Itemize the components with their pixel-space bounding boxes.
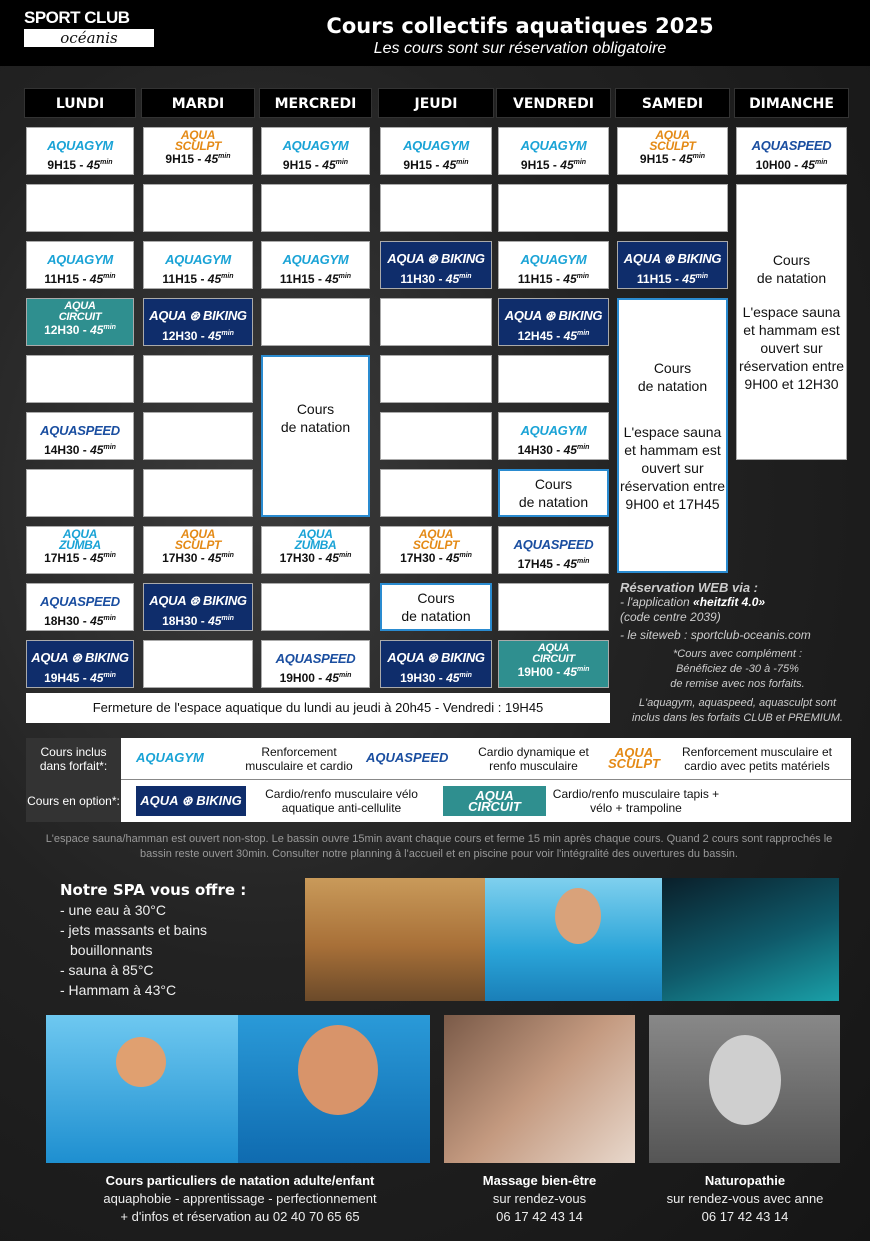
class-aqua-zumba-slot (261, 526, 370, 574)
sauna-photo (305, 878, 485, 1001)
class-logo: AQUA ⊛ BIKING (149, 308, 247, 323)
class-time: $17H45 - 45^{min}$ (517, 557, 590, 571)
reservation-app-pre: - l'application (620, 595, 690, 609)
legend-aquacircuit-text: Cardio/renfo musculaire tapis + vélo + trampoline (552, 787, 720, 815)
class-aquagym-slot (380, 127, 492, 175)
lessons-line-2: + d'infos et réservation au 02 40 70 65 65 (120, 1209, 360, 1224)
day-header-3: JEUDI (378, 88, 494, 118)
massage-title: Massage bien-être (482, 1173, 597, 1188)
empty-slot (380, 412, 492, 460)
day-header-6: DIMANCHE (734, 88, 849, 118)
class-time: $12H30 - 45^{min}$ (162, 329, 234, 343)
included-2: inclus dans les forfaits CLUB et PREMIUM. (632, 712, 843, 724)
lessons-caption (40, 1172, 440, 1226)
class-aquagym-slot (261, 241, 370, 289)
class-logo: AQUAGYM (47, 137, 113, 153)
class-logo: AQUA SCULPT (174, 527, 222, 552)
legend-aquasculpt-text: Renforcement musculaire et cardio avec petits matériels (681, 745, 833, 773)
logo-top: SPORT CLUB (24, 8, 130, 27)
lessons-title: Cours particuliers de natation adulte/enfant (105, 1173, 375, 1188)
class-aqua-sculpt-slot (143, 127, 253, 175)
class-logo: AQUASPEED (275, 650, 356, 666)
spa-item-5: - Hammam à 43°C (60, 982, 177, 998)
class-time: $11H15 - 45^{min}$ (162, 272, 234, 286)
class-logo: AQUA SCULPT (649, 128, 696, 153)
class-time: $11H15 - 45^{min}$ (279, 272, 352, 286)
saturday-sauna-note: L'espace sauna et hammam est ouvert sur réservation entre 9H00 et 17H45 (619, 423, 726, 512)
class-time: $11H15 - 45^{min}$ (636, 272, 709, 286)
class-aqua-biking-slot (380, 241, 492, 289)
empty-slot (498, 583, 609, 631)
class-logo: AQUAGYM (520, 137, 587, 153)
class-logo: AQUAGYM (282, 137, 349, 153)
day-header-5: SAMEDI (615, 88, 730, 118)
empty-slot (26, 469, 134, 517)
page-subtitle: Les cours sont sur réservation obligatoire (373, 40, 667, 57)
class-aquagym-slot (143, 241, 253, 289)
class-logo: AQUASPEED (40, 422, 120, 438)
day-header-2: MERCREDI (259, 88, 372, 118)
legend-aquagym-text: Renforcement musculaire et cardio (245, 745, 353, 773)
natation-text: Cours de natation (401, 590, 471, 624)
class-time: $17H15 - 45^{min}$ (44, 551, 116, 565)
logo (24, 8, 156, 47)
class-logo: AQUAGYM (520, 422, 587, 438)
class-logo: AQUA ZUMBA (294, 527, 337, 552)
empty-slot (261, 298, 370, 346)
sunday-sauna-note: L'espace sauna et hammam est ouvert sur réservation entre 9H00 et 12H30 (738, 304, 845, 392)
woman-face-shape (555, 888, 601, 944)
class-aquagym-slot (498, 412, 609, 460)
class-time: $9H15 - 45^{min}$ (165, 152, 231, 166)
naturo-line-1: sur rendez-vous avec anne (666, 1191, 824, 1206)
massage-photo (444, 1015, 635, 1163)
class-logo: AQUAGYM (520, 251, 587, 267)
pool-photo (662, 878, 839, 1001)
natation-text: Cours de natation (518, 476, 589, 510)
naturopathy-photo (649, 1015, 840, 1163)
class-logo: AQUA ⊛ BIKING (623, 251, 722, 266)
empty-slot (498, 184, 609, 232)
day-header-1: MARDI (141, 88, 255, 118)
class-aqua-biking-slot (380, 640, 492, 688)
empty-slot (498, 355, 609, 403)
class-aquagym-slot (498, 241, 609, 289)
empty-slot (380, 184, 492, 232)
class-aqua-biking-slot (26, 640, 134, 688)
class-time: $14H30 - 45^{min}$ (44, 443, 116, 457)
class-aquagym-slot (26, 241, 134, 289)
class-time: $11H15 - 45^{min}$ (517, 272, 590, 286)
class-logo: AQUA SCULPT (174, 128, 222, 153)
empty-slot (143, 469, 253, 517)
massage-line-1: sur rendez-vous (492, 1191, 587, 1206)
class-logo: AQUA ⊛ BIKING (387, 650, 485, 665)
legend (26, 738, 851, 822)
empty-slot (143, 412, 253, 460)
empty-slot (26, 184, 134, 232)
class-time: $17H30 - 45^{min}$ (400, 551, 472, 565)
empty-slot (261, 184, 370, 232)
legend-aquacircuit-logo: AQUA CIRCUIT (443, 786, 546, 816)
class-time: $9H15 - 45^{min}$ (282, 158, 349, 172)
day-header-4: VENDREDI (496, 88, 611, 118)
class-logo: AQUA SCULPT (412, 527, 460, 552)
naturo-phone: 06 17 42 43 14 (701, 1209, 789, 1224)
class-aquagym-slot (261, 127, 370, 175)
child-face-shape (116, 1037, 166, 1087)
empty-slot (143, 640, 253, 688)
page-title: Cours collectifs aquatiques 2025 (326, 14, 714, 38)
reservation-code: (code centre 2039) (620, 610, 721, 624)
class-aquaspeed-slot (736, 127, 847, 175)
class-logo: AQUA ⊛ BIKING (31, 650, 129, 665)
class-aquaspeed-slot (26, 412, 134, 460)
adult-swimming-photo (238, 1015, 430, 1163)
included-1: L'aquagym, aquaspeed, aquasculpt sont (638, 697, 837, 709)
class-time: $17H30 - 45^{min}$ (162, 551, 234, 565)
class-logo: AQUAGYM (165, 251, 231, 267)
class-logo: AQUA ⊛ BIKING (149, 593, 247, 608)
class-time: $12H45 - 45^{min}$ (517, 329, 590, 343)
class-logo: AQUAGYM (403, 137, 469, 153)
reservation-site: - le siteweb : sportclub-oceanis.com (620, 628, 811, 642)
natation-slot (380, 583, 492, 631)
reservation-title: Réservation WEB via : (620, 580, 758, 595)
class-time: $11H30 - 45^{min}$ (400, 272, 472, 286)
pool-note: L'espace sauna/hamman est ouvert non-stop. Le bassin ouvre 15min avant chaque cours et ferme 15 min après chaque cours. Quand 2 cours sont rapprochés le bassin reste ouvert 30min. Consulter notre planning à l'accueil et en piscine pour voir l'intégralité des ouvertures du bassin. (45, 833, 833, 860)
class-logo: AQUAGYM (47, 251, 113, 267)
empty-slot (380, 355, 492, 403)
class-logo: AQUA ⊛ BIKING (387, 251, 485, 266)
class-aqua-sculpt-slot (380, 526, 492, 574)
legend-option-row (26, 780, 851, 822)
child-swimming-photo (46, 1015, 238, 1163)
empty-slot (261, 583, 370, 631)
legend-included-row (26, 738, 851, 780)
class-time: $14H30 - 45^{min}$ (517, 443, 590, 457)
class-time: $19H45 - 45^{min}$ (44, 671, 116, 685)
woman-portrait-shape (709, 1035, 781, 1125)
class-logo: AQUA ZUMBA (59, 527, 101, 552)
natation-slot (261, 355, 370, 517)
class-logo: AQUAGYM (282, 251, 349, 267)
class-time: $9H15 - 45^{min}$ (520, 158, 587, 172)
empty-slot (380, 469, 492, 517)
spa-item-4: - sauna à 85°C (60, 962, 154, 978)
legend-included-caption: Cours inclus dans forfait*: (26, 738, 121, 780)
class-time: $12H30 - 45^{min}$ (44, 323, 116, 337)
spa-title: Notre SPA vous offre : (60, 881, 247, 899)
class-logo: AQUASPEED (40, 593, 120, 609)
class-time: $9H15 - 45^{min}$ (47, 158, 113, 172)
man-face-shape (298, 1025, 378, 1115)
class-aqua-sculpt-slot (143, 526, 253, 574)
empty-slot (617, 184, 728, 232)
class-logo: AQUA ⊛ BIKING (504, 308, 603, 323)
class-aqua-zumba-slot (26, 526, 134, 574)
saturday-natation: Cours de natation (637, 359, 708, 394)
promo-1: *Cours avec complément : (673, 648, 802, 660)
class-time: $11H15 - 45^{min}$ (44, 272, 116, 286)
promo-3: de remise avec nos forfaits. (670, 678, 805, 690)
class-logo: AQUASPEED (751, 137, 832, 153)
class-aquagym-slot (498, 127, 609, 175)
massage-caption (444, 1172, 635, 1226)
class-aqua-circuit-slot (498, 640, 609, 688)
legend-aquaspeed-text: Cardio dynamique et renfo musculaire (478, 745, 589, 773)
spa-item-3: bouillonnants (70, 942, 153, 958)
sunday-info (736, 184, 847, 460)
class-time: $19H30 - 45^{min}$ (400, 671, 472, 685)
natation-slot (498, 469, 609, 517)
sunday-natation: Cours de natation (756, 252, 827, 286)
closing-hours: Fermeture de l'espace aquatique du lundi au jeudi à 20h45 - Vendredi : 19H45 (26, 693, 610, 723)
naturo-title: Naturopathie (704, 1173, 786, 1188)
legend-aquagym-logo: AQUAGYM (136, 750, 204, 765)
class-time: $19H00 - 45^{min}$ (517, 665, 590, 679)
class-time: $19H00 - 45^{min}$ (279, 671, 352, 685)
legend-aquabiking-text: Cardio/renfo musculaire vélo aquatique anti-cellulite (265, 787, 418, 815)
legend-aquabiking-logo: AQUA ⊛ BIKING (136, 786, 246, 816)
class-aqua-sculpt-slot (617, 127, 728, 175)
jacuzzi-photo (485, 878, 662, 1001)
saturday-info (617, 298, 728, 573)
class-aquaspeed-slot (261, 640, 370, 688)
reservation-app: «heitzfit 4.0» (693, 595, 766, 609)
logo-bottom: océanis (24, 29, 154, 47)
class-aquagym-slot (26, 127, 134, 175)
class-aqua-biking-slot (498, 298, 609, 346)
class-time: $10H00 - 45^{min}$ (755, 158, 828, 172)
legend-aquaspeed-logo: AQUASPEED (366, 750, 449, 765)
natation-text: Cours de natation (280, 401, 351, 435)
empty-slot (143, 184, 253, 232)
class-time: $18H30 - 45^{min}$ (44, 614, 116, 628)
class-aquaspeed-slot (498, 526, 609, 574)
class-time: $18H30 - 45^{min}$ (162, 614, 234, 628)
class-aqua-biking-slot (143, 298, 253, 346)
reservation-info (620, 580, 855, 726)
empty-slot (143, 355, 253, 403)
empty-slot (380, 298, 492, 346)
spa-item-2: - jets massants et bains (60, 922, 208, 938)
promo-2: Bénéficiez de -30 à -75% (676, 663, 799, 675)
legend-aquasculpt-logo: AQUA SCULPT (608, 745, 660, 771)
class-aqua-biking-slot (617, 241, 728, 289)
spa-offer (60, 880, 300, 1000)
massage-phone: 06 17 42 43 14 (496, 1209, 583, 1224)
naturo-caption (640, 1172, 850, 1226)
class-aqua-biking-slot (143, 583, 253, 631)
class-logo: AQUA CIRCUIT (58, 300, 102, 323)
day-header-0: LUNDI (24, 88, 136, 118)
class-logo: AQUA CIRCUIT (532, 642, 575, 665)
lessons-line-1: aquaphobie - apprentissage - perfectionnement (103, 1191, 377, 1206)
class-time: $9H15 - 45^{min}$ (403, 158, 469, 172)
class-aqua-circuit-slot (26, 298, 134, 346)
spa-item-1: - une eau à 30°C (60, 902, 167, 918)
class-time: $9H15 - 45^{min}$ (639, 152, 706, 166)
empty-slot (26, 355, 134, 403)
class-aquaspeed-slot (26, 583, 134, 631)
class-time: $17H30 - 45^{min}$ (279, 551, 352, 565)
legend-option-caption: Cours en option*: (26, 780, 121, 822)
class-logo: AQUASPEED (513, 536, 594, 552)
